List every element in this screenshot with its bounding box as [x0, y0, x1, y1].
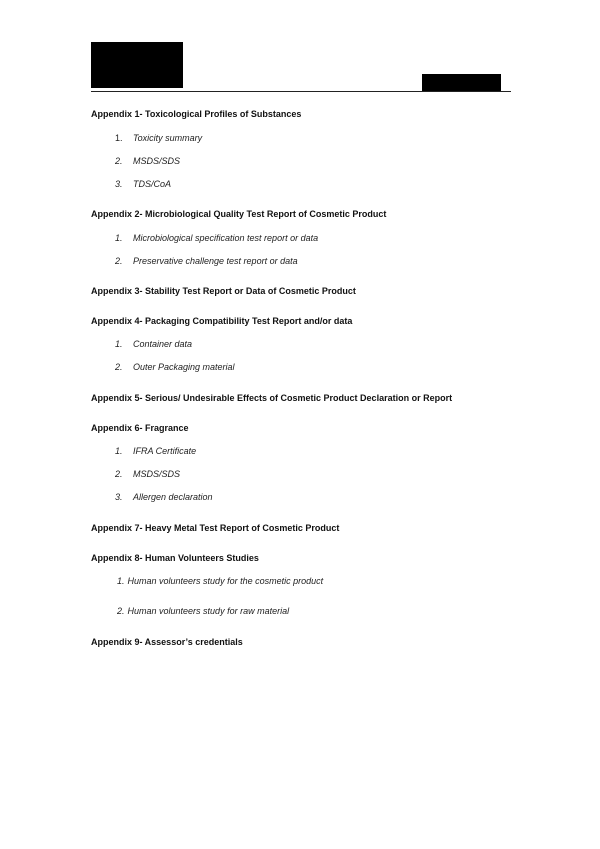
appendix-heading: Appendix 8- Human Volunteers Studies — [91, 553, 259, 563]
header-divider — [91, 91, 511, 92]
item-number: 3. — [115, 179, 123, 189]
appendix-heading: Appendix 1- Toxicological Profiles of Substances — [91, 109, 302, 119]
list-item — [91, 177, 171, 191]
item-text: Microbiological specification test report or data — [133, 233, 319, 243]
item-number: 2. — [115, 362, 123, 372]
redacted-logo — [91, 42, 183, 88]
item-number: 1. — [115, 233, 123, 243]
list-item — [91, 467, 180, 481]
item-text: Allergen declaration — [133, 492, 213, 502]
appendix-heading: Appendix 9- Assessor’s credentials — [91, 637, 243, 647]
appendix-2 — [91, 206, 386, 222]
list-item — [91, 360, 235, 374]
appendix-heading: Appendix 2- Microbiological Quality Test Report of Cosmetic Product — [91, 209, 387, 219]
item-number: 2. — [115, 469, 123, 479]
item-text: TDS/CoA — [133, 179, 172, 189]
appendix-6 — [91, 420, 189, 436]
item-text: Toxicity summary — [133, 133, 203, 143]
item-text: MSDS/SDS — [133, 469, 181, 479]
appendix-5 — [91, 390, 452, 406]
item-number: 3. — [115, 492, 123, 502]
appendix-heading: Appendix 7- Heavy Metal Test Report of Cosmetic Product — [91, 523, 340, 533]
appendix-8 — [91, 550, 259, 566]
item-number: 2. — [115, 156, 123, 166]
appendix-1 — [91, 106, 301, 122]
item-number: 1. — [117, 576, 125, 586]
item-text: MSDS/SDS — [133, 156, 181, 166]
list-item — [91, 604, 289, 618]
item-number: 1. — [115, 339, 123, 349]
appendix-heading: Appendix 5- Serious/ Undesirable Effects of Cosmetic Product Declaration or Report — [91, 393, 453, 403]
list-item — [91, 154, 180, 168]
list-item — [91, 337, 192, 351]
item-text: Outer Packaging material — [133, 362, 235, 372]
appendix-7 — [91, 520, 339, 536]
appendix-heading: Appendix 4- Packaging Compatibility Test Report and/or data — [91, 316, 353, 326]
item-text: Container data — [133, 339, 193, 349]
item-text: Human volunteers study for raw material — [127, 606, 290, 616]
appendix-heading: Appendix 3- Stability Test Report or Data of Cosmetic Product — [91, 286, 356, 296]
list-item — [91, 131, 202, 145]
list-item — [91, 254, 298, 268]
list-item — [91, 231, 318, 245]
appendix-9 — [91, 634, 243, 650]
item-number: 2. — [117, 606, 125, 616]
item-number: 2. — [115, 256, 123, 266]
list-item — [91, 490, 213, 504]
item-text: IFRA Certificate — [133, 446, 197, 456]
list-item — [91, 444, 196, 458]
item-number: 1. — [115, 446, 123, 456]
item-number: 1. — [115, 133, 123, 143]
list-item — [91, 574, 323, 588]
item-text: Preservative challenge test report or data — [133, 256, 298, 266]
appendix-4 — [91, 313, 352, 329]
appendix-heading: Appendix 6- Fragrance — [91, 423, 189, 433]
redacted-header-text — [422, 74, 501, 91]
appendix-3 — [91, 283, 356, 299]
item-text: Human volunteers study for the cosmetic product — [127, 576, 324, 586]
